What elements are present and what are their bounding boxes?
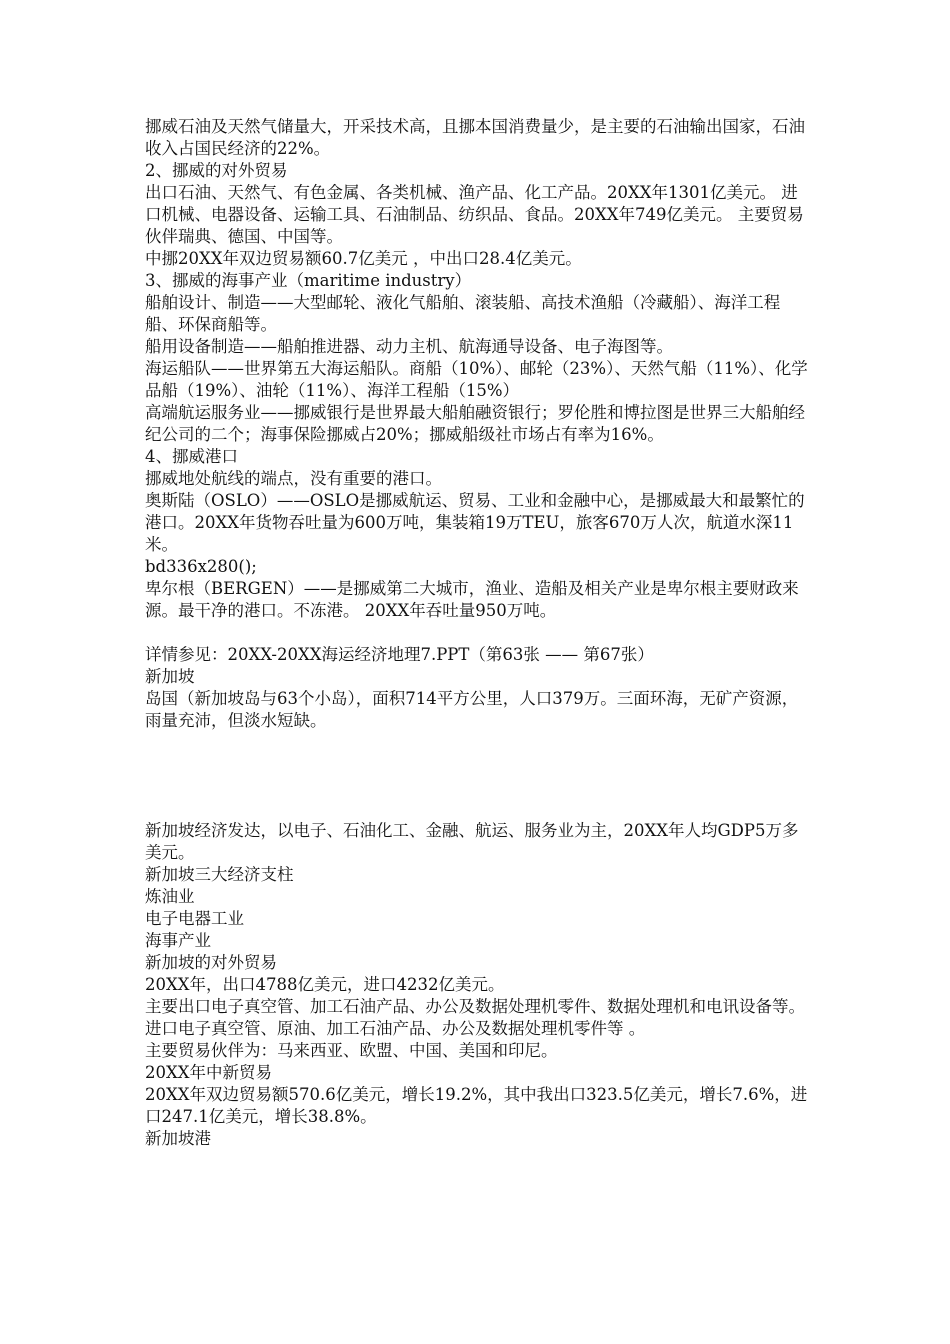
section-singapore-intro [145,644,810,732]
paragraph: 新加坡经济发达，以电子、石油化工、金融、航运、服务业为主，20XX年人均GDP5万多美元。 [145,821,799,862]
heading-singapore-port: 新加坡港 [145,1129,211,1148]
heading-norway-ports: 4、挪威港口 [145,447,238,466]
spacer [145,732,810,820]
list-item: 炼油业 [145,887,195,906]
paragraph: 船舶设计、制造——大型邮轮、液化气船舶、滚装船、高技术渔船（冷藏船）、海洋工程船、环保商船等。 [145,293,781,334]
paragraph: 挪威地处航线的端点，没有重要的港口。 [145,469,442,488]
paragraph: 船用设备制造——船舶推进器、动力主机、航海通导设备、电子海图等。 [145,337,673,356]
heading-china-singapore-trade: 20XX年中新贸易 [145,1063,272,1082]
section-singapore-economy [145,820,810,1150]
paragraph: 奥斯陆（OSLO）——OSLO是挪威航运、贸易、工业和金融中心，是挪威最大和最繁忙的港口。20XX年货物吞吐量为600万吨，集装箱19万TEU，旅客670万人次，航道水深11米。 [145,491,805,554]
paragraph: 卑尔根（BERGEN）——是挪威第二大城市，渔业、造船及相关产业是卑尔根主要财政来源。最干净的港口。不冻港。 20XX年吞吐量950万吨。 [145,579,799,620]
paragraph: 主要贸易伙伴为：马来西亚、欧盟、中国、美国和印尼。 [145,1041,558,1060]
list-item: 海事产业 [145,931,211,950]
heading-norway-maritime: 3、挪威的海事产业（maritime industry） [145,271,472,290]
paragraph: 主要出口电子真空管、加工石油产品、办公及数据处理机零件、数据处理机和电讯设备等。 进口电子真空管、原油、加工石油产品、办公及数据处理机零件等 。 [145,997,805,1038]
ad-code-text: bd336x280(); [145,557,257,576]
paragraph: 20XX年，出口4788亿美元，进口4232亿美元。 [145,975,505,994]
paragraph: 20XX年双边贸易额570.6亿美元，增长19.2%，其中我出口323.5亿美元，增长7.6%，进口247.1亿美元，增长38.8%。 [145,1085,808,1126]
spacer [145,622,810,644]
list-item: 电子电器工业 [145,909,244,928]
paragraph: 出口石油、天然气、有色金属、各类机械、渔产品、化工产品。20XX年1301亿美元。 进口机械、电器设备、运输工具、石油制品、纺织品、食品。20XX年749亿美元。 主要贸易伙伴瑞典、德国、中国等。 [145,183,804,246]
paragraph: 挪威石油及天然气储量大，开采技术高，且挪本国消费量少，是主要的石油输出国家，石油收入占国民经济的22%。 [145,117,805,158]
paragraph: 中挪20XX年双边贸易额60.7亿美元 ，中出口28.4亿美元。 [145,249,582,268]
paragraph: 高端航运服务业——挪威银行是世界最大船舶融资银行；罗伦胜和博拉图是世界三大船舶经纪公司的二个；海事保险挪威占20%；挪威船级社市场占有率为16%。 [145,403,805,444]
section-norway [145,116,810,622]
paragraph: 海运船队——世界第五大海运船队。商船（10%）、邮轮（23%）、天然气船（11%）、化学品船（19%）、油轮（11%）、海洋工程船（15%） [145,359,808,400]
reference-note: 详情参见：20XX-20XX海运经济地理7.PPT（第63张 —— 第67张） [145,645,654,664]
paragraph: 岛国（新加坡岛与63个小岛），面积714平方公里，人口379万。三面环海，无矿产资源，雨量充沛，但淡水短缺。 [145,689,799,730]
heading-norway-trade: 2、挪威的对外贸易 [145,161,288,180]
document-body [145,116,810,1150]
heading-singapore-trade: 新加坡的对外贸易 [145,953,277,972]
heading-pillars: 新加坡三大经济支柱 [145,865,294,884]
heading-singapore: 新加坡 [145,667,195,686]
